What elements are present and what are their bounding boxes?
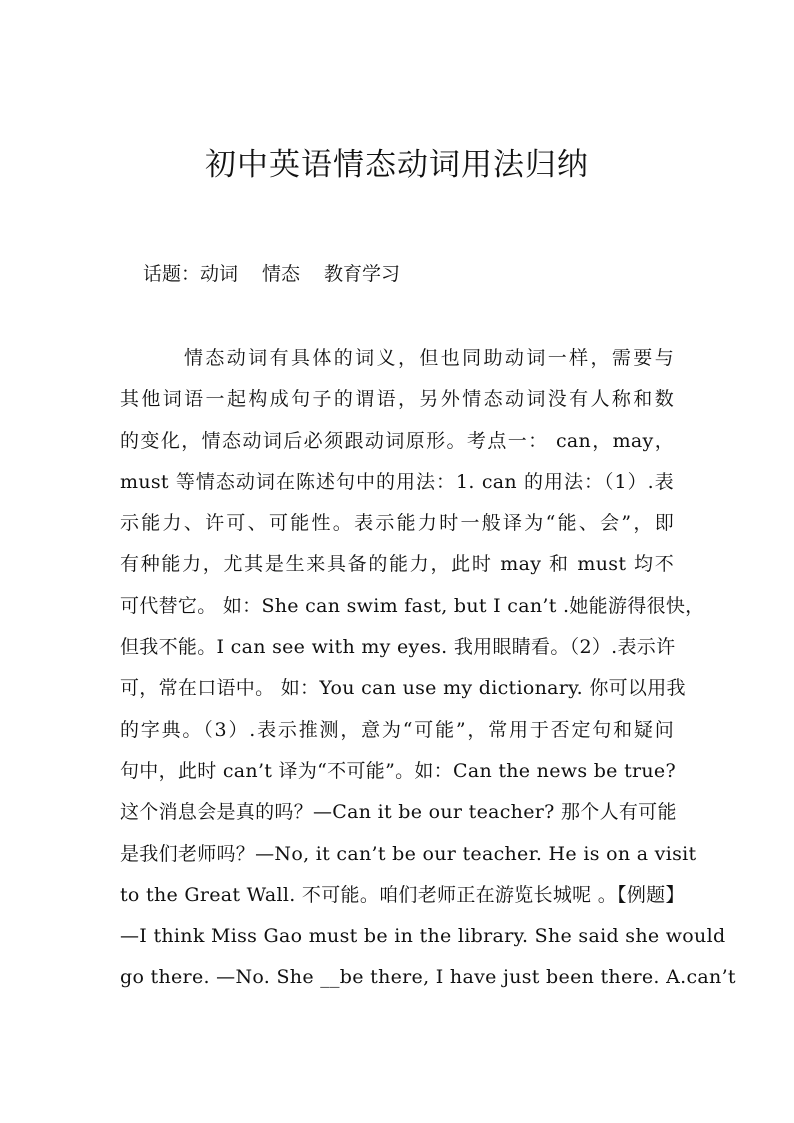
topic-tag-verb[interactable]: 动词 xyxy=(200,263,239,285)
body-line: 情态动词有具体的词义，但也同助动词一样，需要与 xyxy=(184,347,674,369)
body-line: go there. —No. She __be there, I have just been there. A.can’t xyxy=(120,966,736,989)
topic-tags xyxy=(143,259,400,289)
article-body xyxy=(120,338,736,999)
body-line: 示能力、许可、可能性。表示能力时一般译为“能、会”，即 xyxy=(120,512,674,535)
body-line: 这个消息会是真的吗？—Can it be our teacher? 那个人有可能 xyxy=(120,801,677,824)
body-line: 的字典。（3）.表示推测，意为“可能”，常用于否定句和疑问 xyxy=(120,718,674,741)
body-line: 的变化，情态动词后必须跟动词原形。考点一： can，may， xyxy=(120,429,674,452)
topic-label: 话题： xyxy=(143,263,201,285)
body-line: 其他词语一起构成句子的谓语，另外情态动词没有人称和数 xyxy=(120,388,674,411)
body-line: 句中，此时 can’t 译为“不可能”。如：Can the news be true? xyxy=(120,759,676,782)
body-line: to the Great Wall. 不可能。咱们老师正在游览长城呢 。【例题】 xyxy=(120,883,685,906)
body-line: must 等情态动词在陈述句中的用法：1. can 的用法：（1）.表 xyxy=(120,470,674,493)
body-line: 可代替它。 如：She can swim fast, but I can’t .她能游得很快， xyxy=(120,594,705,617)
topic-tag-modal[interactable]: 情态 xyxy=(262,263,301,285)
body-line: —I think Miss Gao must be in the library. She said she would xyxy=(120,925,726,948)
topic-tag-education[interactable]: 教育学习 xyxy=(324,263,401,285)
body-line: 但我不能。I can see with my eyes. 我用眼睛看。（2）.表示许 xyxy=(120,636,676,659)
body-line: 是我们老师吗？—No, it can’t be our teacher. He is on a visit xyxy=(120,842,697,865)
body-line: 有种能力，尤其是生来具备的能力，此时 may 和 must 均不 xyxy=(120,553,674,576)
body-line: 可，常在口语中。 如：You can use my dictionary. 你可以用我 xyxy=(120,677,686,700)
page-title: 初中英语情态动词用法归纳 xyxy=(205,147,589,183)
